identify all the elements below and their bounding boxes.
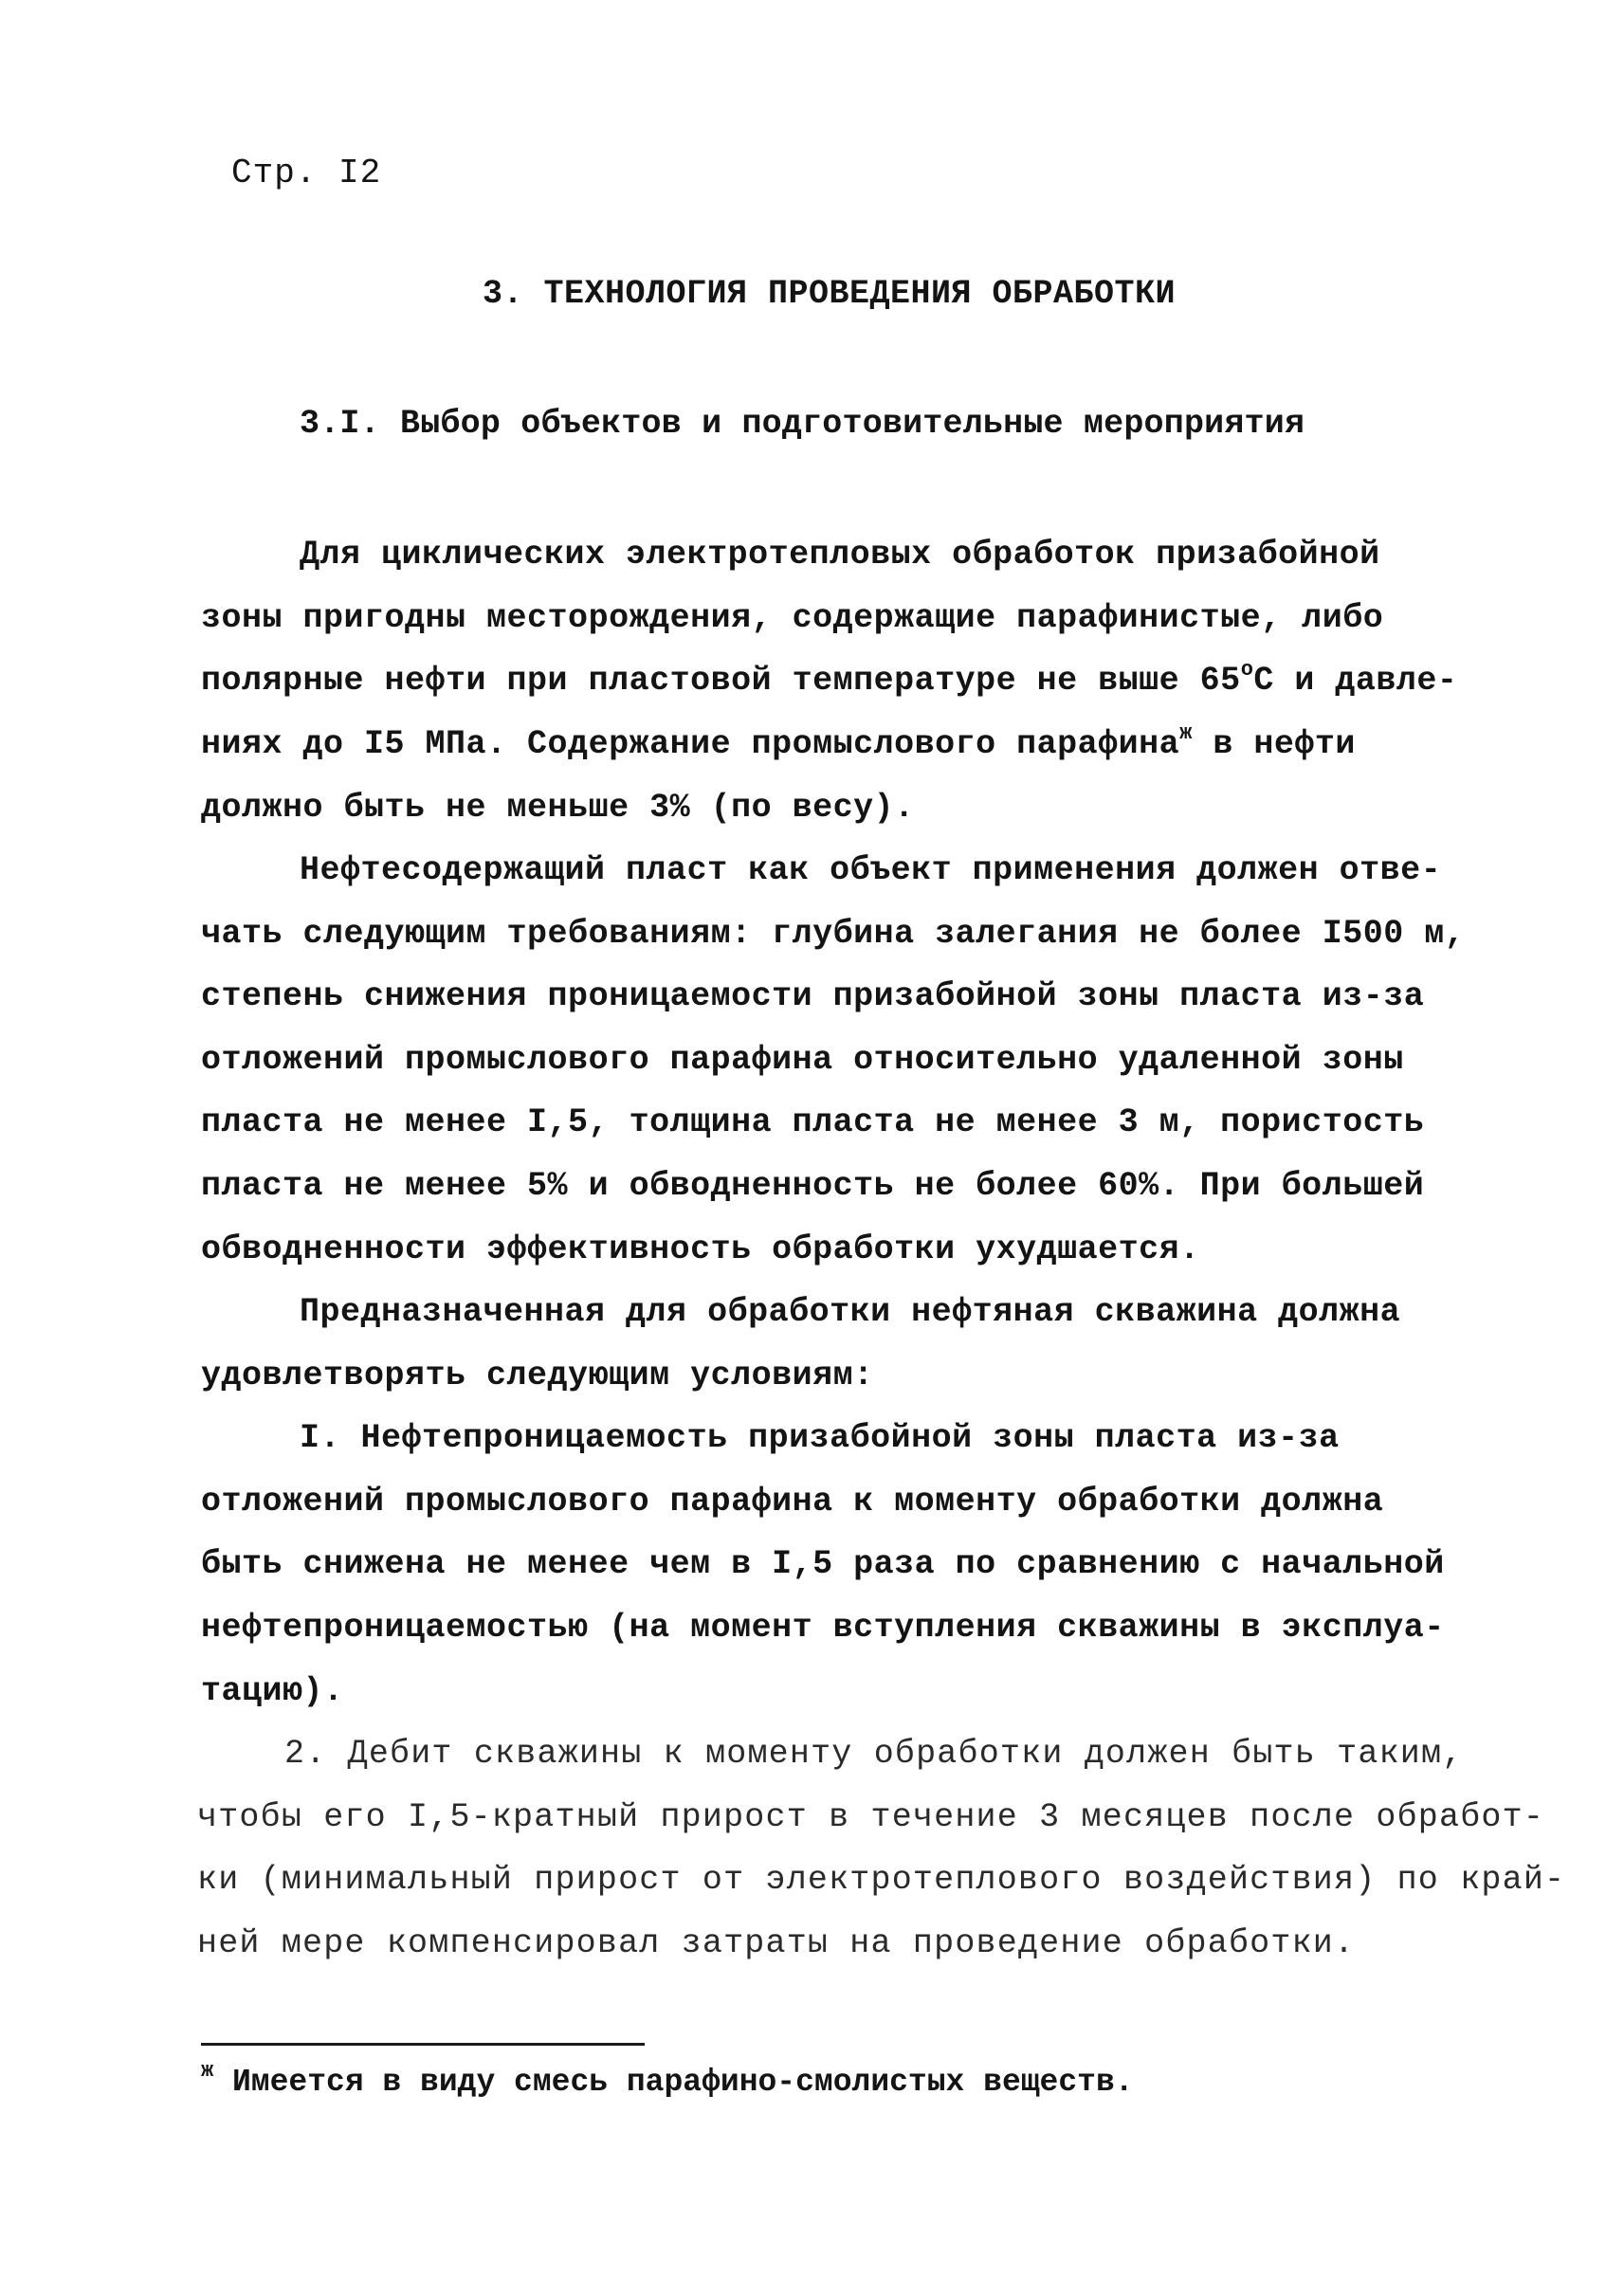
paragraph-line: обводненности эффективность обработки ухудшается. [201, 1230, 1200, 1268]
footnote-text: Имеется в виду смесь парафино-смолистых веществ. [213, 2065, 1134, 2100]
subsection-title: 3.I. Выбор объектов и подготовительные мероприятия [300, 405, 1305, 443]
list-item-line: I. Нефтепроницаемость призабойной зоны пласта из-за [300, 1419, 1340, 1457]
list-item-line: 2. Дебит скважины к моменту обработки должен быть таким, [284, 1735, 1464, 1773]
paragraph-line: отложений промыслового парафина относительно удаленной зоны [201, 1041, 1404, 1079]
list-item-line: отложений промыслового парафина к моменту обработки должна [201, 1483, 1384, 1521]
list-item-line: ки (минимальный прирост от электротеплового воздействия) по край- [197, 1861, 1566, 1899]
paragraph-line: Для циклических электротепловых обработок призабойной [300, 536, 1380, 574]
text-fragment: полярные нефти при пластовой температуре не выше 65 [201, 662, 1241, 700]
paragraph-line: степень снижения проницаемости призабойной зоны пласта из-за [201, 977, 1425, 1015]
page-number: Стр. I2 [231, 154, 382, 192]
footnote-divider [201, 2043, 645, 2046]
degree-sign: о [1240, 658, 1254, 682]
paragraph-line [201, 658, 1458, 700]
list-item-line: чтобы его I,5-кратный прирост в течение 3 месяцев после обработ- [197, 1798, 1545, 1836]
footnote-marker: ж [1179, 721, 1193, 745]
paragraph-line: пласта не менее 5% и обводненность не более 60%. При большей [201, 1167, 1425, 1205]
footnote [201, 2059, 1134, 2100]
paragraph-line: Предназначенная для обработки нефтяная скважина должна [300, 1293, 1401, 1331]
list-item-line: ней мере компенсировал затраты на проведение обработки. [197, 1924, 1356, 1962]
text-fragment: С и давле- [1253, 662, 1458, 700]
paragraph-line: Нефтесодержащий пласт как объект применения должен отве- [300, 851, 1442, 889]
list-item-line: нефтепроницаемостью (на момент вступления скважины в эксплуа- [201, 1609, 1445, 1647]
paragraph-line [201, 721, 1356, 763]
list-item-line: быть снижена не менее чем в I,5 раза по сравнению с начальной [201, 1545, 1445, 1583]
text-fragment: в нефти [1192, 725, 1356, 763]
paragraph-line: пласта не менее I,5, толщина пласта не менее 3 м, пористость [201, 1103, 1425, 1141]
footnote-marker: ж [201, 2059, 214, 2083]
paragraph-line: зоны пригодны месторождения, содержащие парафинистые, либо [201, 599, 1384, 637]
text-fragment: ниях до I5 МПа. Содержание промыслового парафина [201, 725, 1180, 763]
paragraph-line: должно быть не меньше 3% (по весу). [201, 789, 915, 827]
paragraph-line: чать следующим требованиям: глубина залегания не более I500 м, [201, 915, 1466, 953]
paragraph-line: удовлетворять следующим условиям: [201, 1357, 874, 1394]
list-item-line: тацию). [201, 1672, 344, 1710]
section-title: 3. ТЕХНОЛОГИЯ ПРОВЕДЕНИЯ ОБРАБОТКИ [482, 275, 1177, 313]
